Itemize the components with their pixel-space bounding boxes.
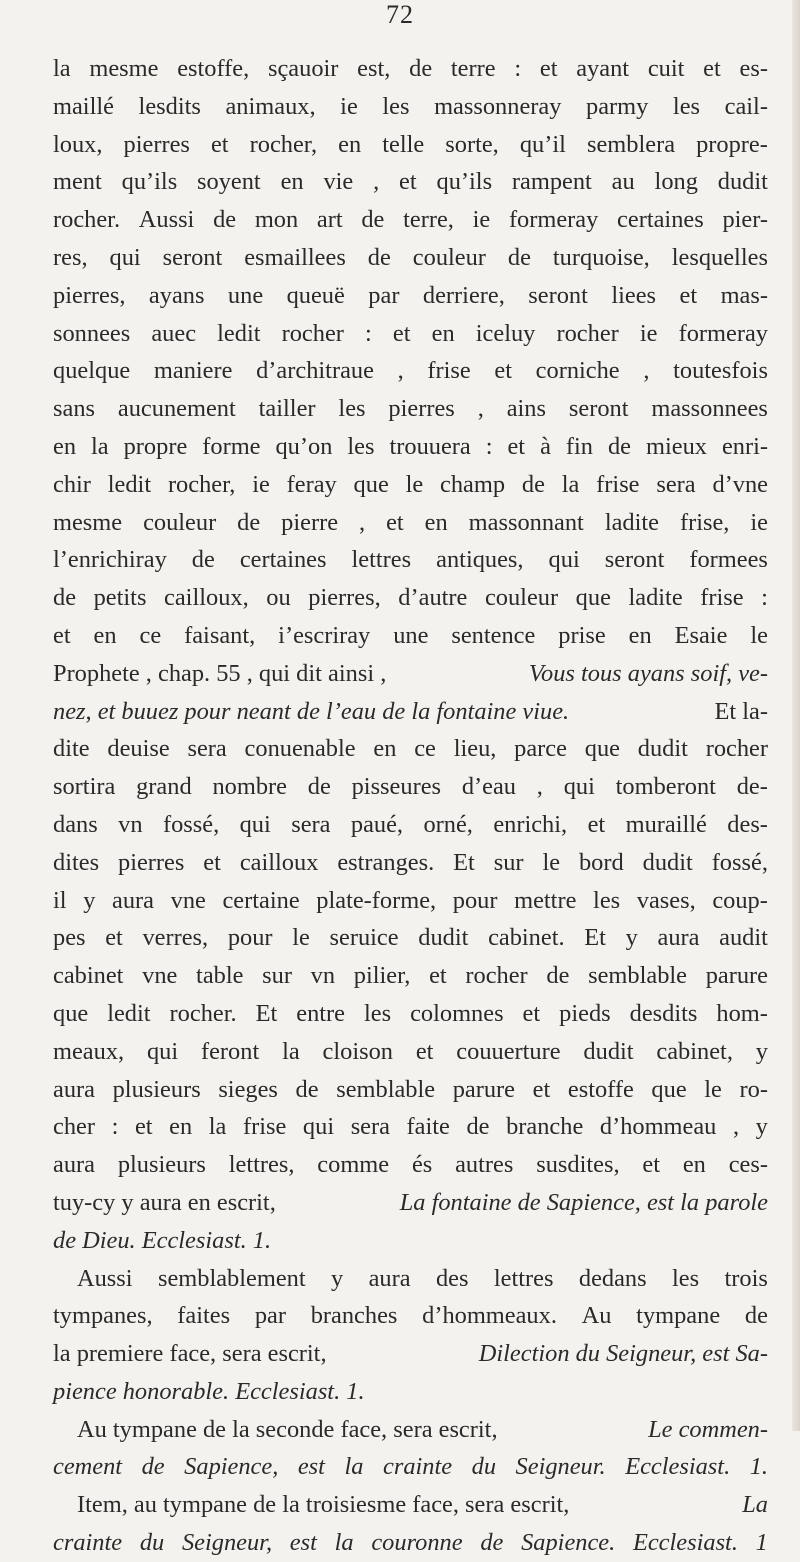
text-segment: et en ce faisant, i’escriray une sentence prise en Esaie le (53, 621, 768, 649)
italic-text-segment: Le commen- (648, 1415, 768, 1443)
text-segment: mesme couleur de pierre , et en massonnant ladite frise, ie (53, 508, 768, 536)
text-segment: aura plusieurs lettres, comme és autres susdites, et en ces- (53, 1151, 768, 1179)
text-line (53, 995, 768, 1033)
page-edge (792, 0, 800, 1431)
text-line (53, 1184, 768, 1222)
italic-text-segment: crainte du Seigneur, est la couronne de Sapience. Ecclesiast. 1 (53, 1529, 768, 1557)
text-line (53, 1071, 768, 1109)
text-line (53, 1033, 768, 1071)
text-segment: meaux, qui feront la cloison et couuerture dudit cabinet, y (53, 1037, 768, 1065)
text-line (53, 1373, 768, 1411)
text-line (53, 466, 768, 504)
text-line (53, 277, 768, 315)
text-line (53, 352, 768, 390)
text-segment: pes et verres, pour le seruice dudit cabinet. Et y aura audit (53, 924, 768, 952)
text-line (53, 1335, 768, 1373)
text-line (53, 768, 768, 806)
text-segment: sonnees auec ledit rocher : et en iceluy rocher ie formeray (53, 319, 768, 347)
text-segment: l’enrichiray de certaines lettres antiques, qui seront formees (53, 546, 768, 574)
text-line (53, 1108, 768, 1146)
italic-text-segment: pience honorable. Ecclesiast. 1. (53, 1377, 365, 1405)
text-line (53, 88, 768, 126)
text-segment: la premiere face, sera escrit, (53, 1340, 327, 1368)
text-line (53, 50, 768, 88)
text-block (53, 50, 768, 1562)
text-line (53, 1448, 768, 1486)
text-segment: pierres, ayans une queuë par derriere, seront liees et mas- (53, 281, 768, 309)
text-segment: tuy-cy y aura en escrit, (53, 1188, 276, 1216)
italic-text-segment: Vous tous ayans soif, ve- (528, 659, 768, 687)
text-line (53, 919, 768, 957)
text-line (53, 806, 768, 844)
text-line (53, 126, 768, 164)
text-segment: en la propre forme qu’on les trouuera : et à fin de mieux enri- (53, 432, 768, 460)
text-line (53, 1486, 768, 1524)
text-segment: la mesme estoffe, sçauoir est, de terre : et ayant cuit et es- (53, 55, 768, 82)
text-segment: que ledit rocher. Et entre les colomnes et pieds desdits hom- (53, 999, 768, 1027)
text-segment: ment qu’ils soyent en vie , et qu’ils rampent au long dudit (53, 168, 768, 196)
text-line (53, 1146, 768, 1184)
text-segment: cher : et en la frise qui sera faite de branche d’hommeau , y (53, 1113, 768, 1141)
text-line (53, 1411, 768, 1449)
text-segment: de petits cailloux, ou pierres, d’autre couleur que ladite frise : (53, 584, 768, 612)
text-line (53, 579, 768, 617)
text-line (53, 617, 768, 655)
text-segment: maillé lesdits animaux, ie les massonneray parmy les cail- (53, 92, 768, 120)
text-segment: Et la- (714, 697, 768, 725)
text-line (53, 201, 768, 239)
text-segment: dite deuise sera conuenable en ce lieu, parce que dudit rocher (53, 735, 768, 763)
text-segment: aura plusieurs sieges de semblable parure et estoffe que le ro- (53, 1075, 768, 1103)
italic-text-segment: La (742, 1491, 768, 1519)
text-segment: il y aura vne certaine plate-forme, pour mettre les vases, coup- (53, 886, 768, 914)
text-segment: rocher. Aussi de mon art de terre, ie formeray certaines pier- (53, 206, 768, 234)
text-segment: cabinet vne table sur vn pilier, et rocher de semblable parure (53, 962, 768, 990)
text-line (53, 163, 768, 201)
text-line (53, 1297, 768, 1335)
text-line (53, 390, 768, 428)
text-segment: chir ledit rocher, ie feray que le champ de la frise sera d’vne (53, 470, 768, 498)
text-line (53, 428, 768, 466)
text-line (53, 239, 768, 277)
text-segment: dites pierres et cailloux estranges. Et sur le bord dudit fossé, (53, 848, 768, 876)
text-segment: Item, au tympane de la troisiesme face, sera escrit, (77, 1491, 570, 1519)
text-segment: Prophete , chap. 55 , qui dit ainsi , (53, 659, 387, 687)
text-segment: loux, pierres et rocher, en telle sorte, qu’il semblera propre- (53, 130, 768, 158)
text-line (53, 1222, 768, 1260)
page-number: 72 (386, 0, 414, 29)
text-segment: tympanes, faites par branches d’hommeaux. Au tympane de (53, 1302, 768, 1330)
italic-text-segment: de Dieu. Ecclesiast. 1. (53, 1226, 272, 1254)
italic-text-segment: Dilection du Seigneur, est Sa- (478, 1340, 768, 1368)
text-segment: Aussi semblablement y aura des lettres dedans les trois (77, 1264, 768, 1292)
text-line (53, 730, 768, 768)
italic-text-segment: nez, et buuez pour neant de l’eau de la fontaine viue. (53, 697, 570, 725)
text-line (53, 1524, 768, 1562)
text-line (53, 541, 768, 579)
text-segment: sans aucunement tailler les pierres , ains seront massonnees (53, 395, 768, 423)
text-line (53, 655, 768, 693)
text-line (53, 882, 768, 920)
text-line (53, 504, 768, 542)
italic-text-segment: La fontaine de Sapience, est la parole (399, 1188, 768, 1216)
text-line (53, 1260, 768, 1298)
text-segment: Au tympane de la seconde face, sera escrit, (77, 1415, 498, 1443)
text-line (53, 844, 768, 882)
text-line (53, 693, 768, 731)
text-line (53, 315, 768, 353)
text-segment: sortira grand nombre de pisseures d’eau , qui tomberont de- (53, 773, 768, 801)
text-line (53, 957, 768, 995)
text-segment: res, qui seront esmaillees de couleur de turquoise, lesquelles (53, 243, 768, 271)
text-segment: dans vn fossé, qui sera paué, orné, enrichi, et muraillé des- (53, 810, 768, 838)
italic-text-segment: cement de Sapience, est la crainte du Seigneur. Ecclesiast. 1. (53, 1453, 768, 1481)
text-segment: quelque maniere d’architraue , frise et corniche , toutesfois (53, 357, 768, 385)
